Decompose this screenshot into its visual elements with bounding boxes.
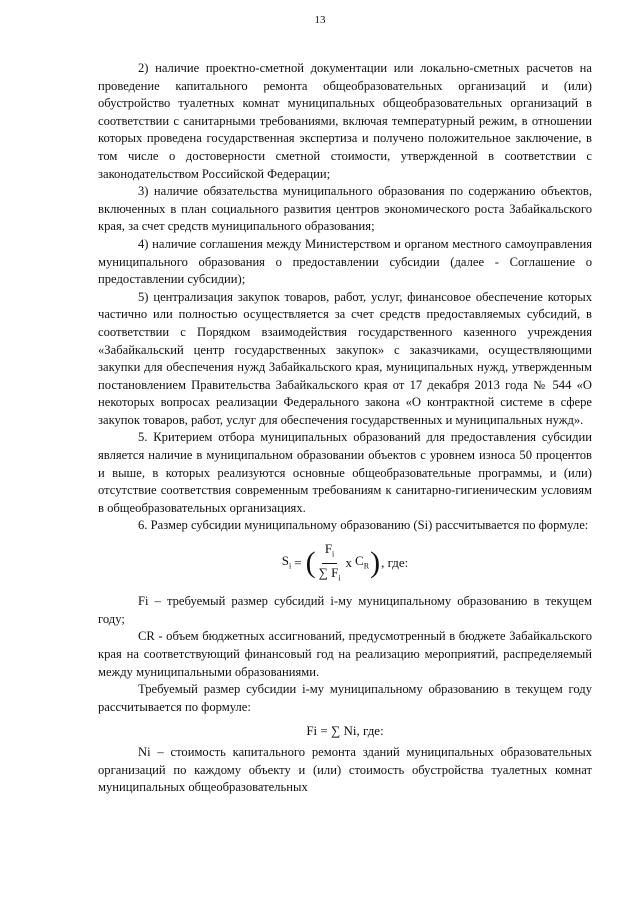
fraction-denominator: ∑ $F_i$ <box>318 564 341 583</box>
subsidy-formula <box>98 541 592 585</box>
formula-suffix: , где: <box>381 555 409 571</box>
left-paren: ( <box>305 546 316 580</box>
formula-lhs: $S_i$ <box>281 552 292 571</box>
paragraph-item-3: 3) наличие обязательства муниципального образования по содержанию объектов, включенных в план социального развития центров экономического роста Забайкальского края, за счет средств муниципального образования; <box>98 184 592 234</box>
paragraph-item-4: 4) наличие соглашения между Министерством и органом местного самоуправления муниципального образования о предоставлении субсидии (далее - Соглашение о предоставлении субсидии); <box>98 236 592 287</box>
formula-times: x <box>345 555 353 571</box>
formula-equals: = <box>294 555 302 571</box>
paragraph-item-2: 2) наличие проектно-сметной документации или локально-сметных расчетов на проведение капитального ремонта общеобразовательных организаций и (или) обустройство туалетных комнат муниципальных общеобразовательных организаций в соответствии с санитарными требованиями, включая температурный режим, в отношении которых проведена государственная экспертиза и получено положительное заключение, в том числе о достоверности сметной стоимости, утвержденной в соответствии с законодательством Российской Федерации; <box>98 61 592 181</box>
formula-fraction <box>319 541 341 585</box>
paragraph-fi-intro: Требуемый размер субсидии i-му муниципальному образованию в текущем году рассчитывается по формуле: <box>98 682 592 714</box>
document-body <box>98 60 592 797</box>
paragraph-ni-definition: Ni – стоимость капитального ремонта зданий муниципальных образовательных организаций по каждому объекту и (или) стоимость обустройства туалетных комнат муниципальных общеобразовательных <box>98 744 592 795</box>
fi-formula: Fi = ∑ Ni, где: <box>306 723 384 739</box>
paragraph-section-5: 5. Критерием отбора муниципальных образований для предоставления субсидии является наличие в муниципальном образовании объектов с уровнем износа 50 процентов и выше, в которых реализуются основные общеобразовательные программы, и (или) отсутствие соответствия современным требованиям к санитарно-гигиеническим условиям в общеобразовательных организациях. <box>98 430 592 515</box>
paragraph-fi-definition: Fi – требуемый размер субсидий i-му муниципальному образованию в текущем году; <box>98 594 592 626</box>
paragraph-item-5: 5) централизация закупок товаров, работ, услуг, финансовое обеспечение которых частично или полностью осуществляется за счет средств предоставляемых субсидий, в соответствии с Порядком взаимодействия государственного казенного учреждения «Забайкальский центр государственных закупок» с заказчиками, осуществляющими закупки для обеспечения нужд Забайкальского края, муниципальных нужд, утвержденным постановлением Правительства Забайкальского края от 17 декабря 2013 года № 544 «О некоторых вопросах реализации Федерального закона «О контрактной системе в сфере закупок товаров, работ, услуг для обеспечения государственных и муниципальных нужд». <box>98 289 592 427</box>
page-number: 13 <box>314 14 326 26</box>
formula-factor: $C_R$ <box>355 552 370 571</box>
fraction-numerator: $F_i$ <box>322 541 337 564</box>
paragraph-cr-definition: CR - объем бюджетных ассигнований, предусмотренный в бюджете Забайкальского края на соответствующий финансовый год на реализацию мероприятий, распределяемый между муниципальными образованиями. <box>98 629 592 679</box>
paragraph-section-6: 6. Размер субсидии муниципальному образованию (Si) рассчитывается по формуле: <box>138 518 589 533</box>
right-paren: ) <box>370 546 381 580</box>
